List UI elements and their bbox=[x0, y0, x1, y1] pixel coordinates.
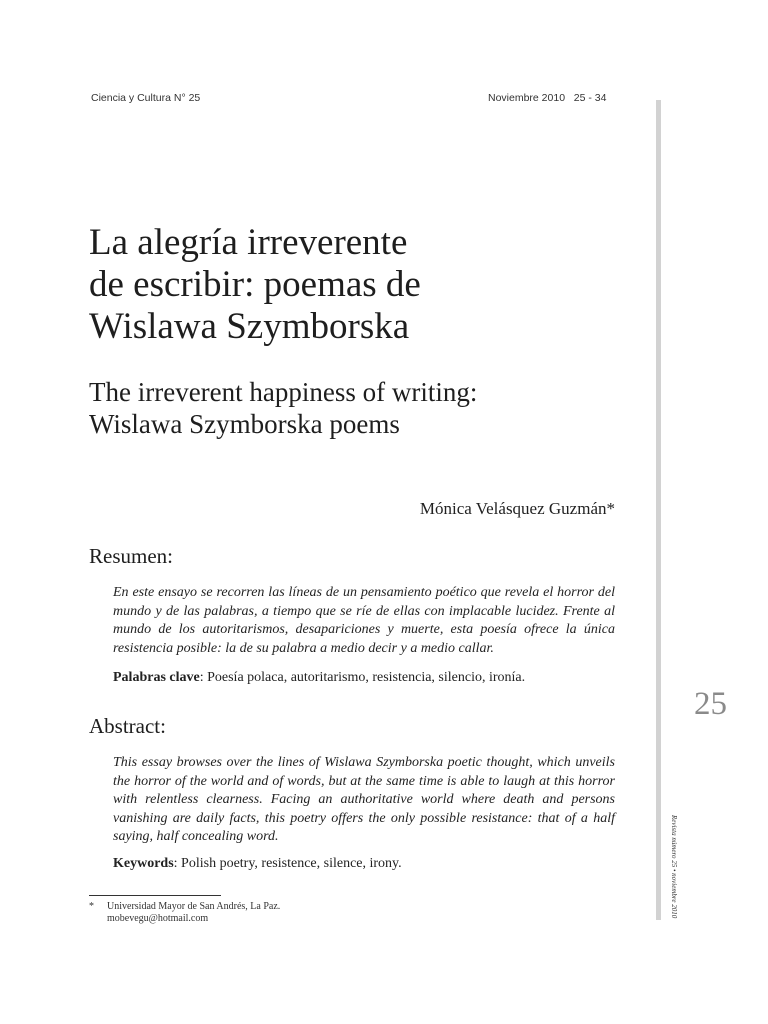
keywords-label: Keywords bbox=[113, 856, 174, 871]
palabras-clave-label: Palabras clave bbox=[113, 670, 200, 685]
title-spanish-line: La alegría irreverente bbox=[89, 222, 408, 263]
palabras-clave-list: : Poesía polaca, autoritarismo, resistencia, silencio, ironía. bbox=[199, 670, 526, 685]
author-name: Mónica Velásquez Guzmán* bbox=[419, 499, 615, 518]
footnote-email: mobevegu@hotmail.com bbox=[107, 913, 209, 924]
title-spanish bbox=[89, 222, 421, 348]
footnote-rule bbox=[89, 895, 221, 896]
page-number: 25 bbox=[694, 686, 727, 722]
title-spanish-line: Wislawa Szymborska bbox=[89, 306, 410, 347]
title-spanish-line: de escribir: poemas de bbox=[89, 264, 421, 305]
footnote-affiliation: Universidad Mayor de San Andrés, La Paz. bbox=[107, 901, 281, 912]
title-english bbox=[89, 376, 477, 440]
issue-date-pages: Noviembre 2010 25 - 34 bbox=[488, 92, 607, 104]
margin-caption: Revista número 25 • noviembre 2010 bbox=[670, 815, 678, 919]
abstract-text: This essay browses over the lines of Wislawa Szymborska poetic thought, which unveils the horror of the world and of words, but at the same time is able to laugh at this horror with relentless clearness. Facing an authoritative world where death and persons vanishing are daily facts, this poetry offers the only possible resistance: that of a half saying, half concealing word. bbox=[113, 755, 615, 844]
margin-rule bbox=[656, 100, 661, 920]
footnote-mark: * bbox=[89, 901, 94, 912]
abstract-heading: Abstract: bbox=[89, 714, 166, 738]
palabras-clave bbox=[113, 670, 525, 686]
footnote bbox=[89, 901, 280, 925]
title-english-line: Wislawa Szymborska poems bbox=[89, 409, 400, 439]
resumen-heading: Resumen: bbox=[89, 544, 173, 568]
journal-name: Ciencia y Cultura N° 25 bbox=[91, 92, 201, 104]
resumen-text: En este ensayo se recorren las líneas de un pensamiento poético que revela el horror del mundo y de las palabras, a tiempo que se ríe de ellas con implacable lucidez. Frente al mundo de los autoritarismos, desapariciones y muerte, esta poesía ofrece la única resistencia posible: la de su palabra a medio decir y a medio callar. bbox=[113, 585, 615, 656]
keywords-list: : Polish poetry, resistence, silence, irony. bbox=[173, 856, 402, 871]
keywords bbox=[113, 856, 402, 872]
title-english-line: The irreverent happiness of writing: bbox=[89, 377, 478, 407]
